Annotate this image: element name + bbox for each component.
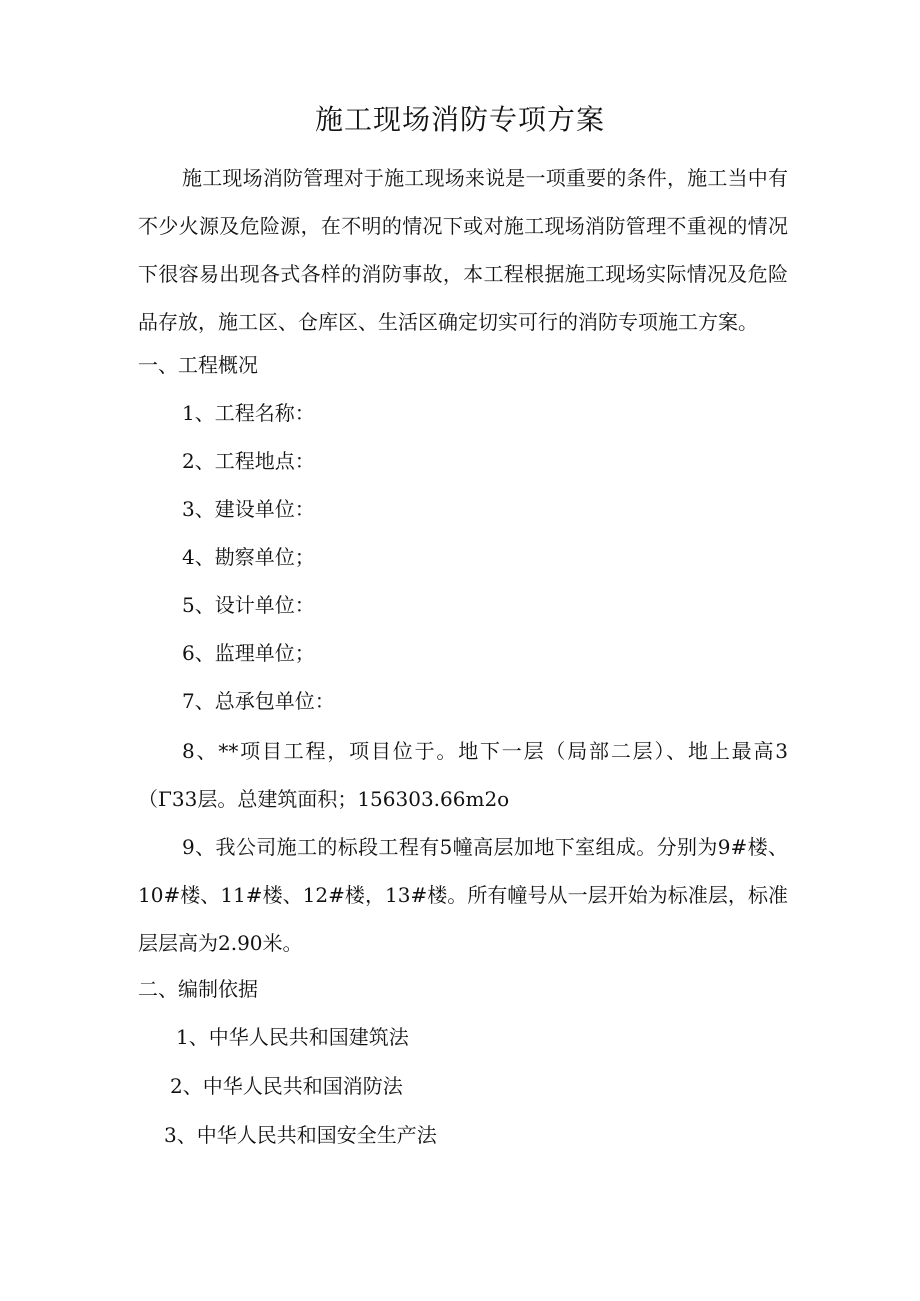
overview-item-supervision-unit: 6、监理单位； (182, 641, 315, 665)
basis-item-fire-law: 2、中华人民共和国消防法 (170, 1074, 403, 1098)
overview-item-project-location: 2、工程地点： (182, 449, 315, 473)
section-heading-overview: 一、工程概况 (138, 353, 258, 377)
overview-item-scope: 9、我公司施工的标段工程有5幢高层加地下室组成。分别为9#楼、10#楼、11#楼、12#楼，13#楼。所有幢号从一层开始为标准层，标准层层高为2.90米。 (138, 835, 788, 955)
overview-item-project-name: 1、工程名称： (182, 401, 315, 425)
overview-item-general-contractor: 7、总承包单位： (182, 689, 335, 713)
overview-item-project-details: 8、**项目工程，项目位于。地下一层（局部二层）、地上最高3（Γ33层。总建筑面积；156303.66m2o (138, 739, 788, 811)
overview-item-survey-unit: 4、勘察单位； (182, 545, 315, 569)
section-heading-basis: 二、编制依据 (138, 977, 258, 1001)
overview-item-owner: 3、建设单位： (182, 497, 315, 521)
intro-paragraph: 施工现场消防管理对于施工现场来说是一项重要的条件，施工当中有不少火源及危险源，在不明的情况下或对施工现场消防管理不重视的情况下很容易出现各式各样的消防事故，本工程根据施工现场实际情况及危险品存放，施工区、仓库区、生活区确定切实可行的消防专项施工方案。 (138, 166, 788, 334)
document-title: 施工现场消防专项方案 (314, 103, 605, 136)
overview-item-design-unit: 5、设计单位： (182, 593, 315, 617)
basis-item-safety-law: 3、中华人民共和国安全生产法 (164, 1123, 437, 1147)
basis-item-construction-law: 1、中华人民共和国建筑法 (176, 1025, 409, 1049)
